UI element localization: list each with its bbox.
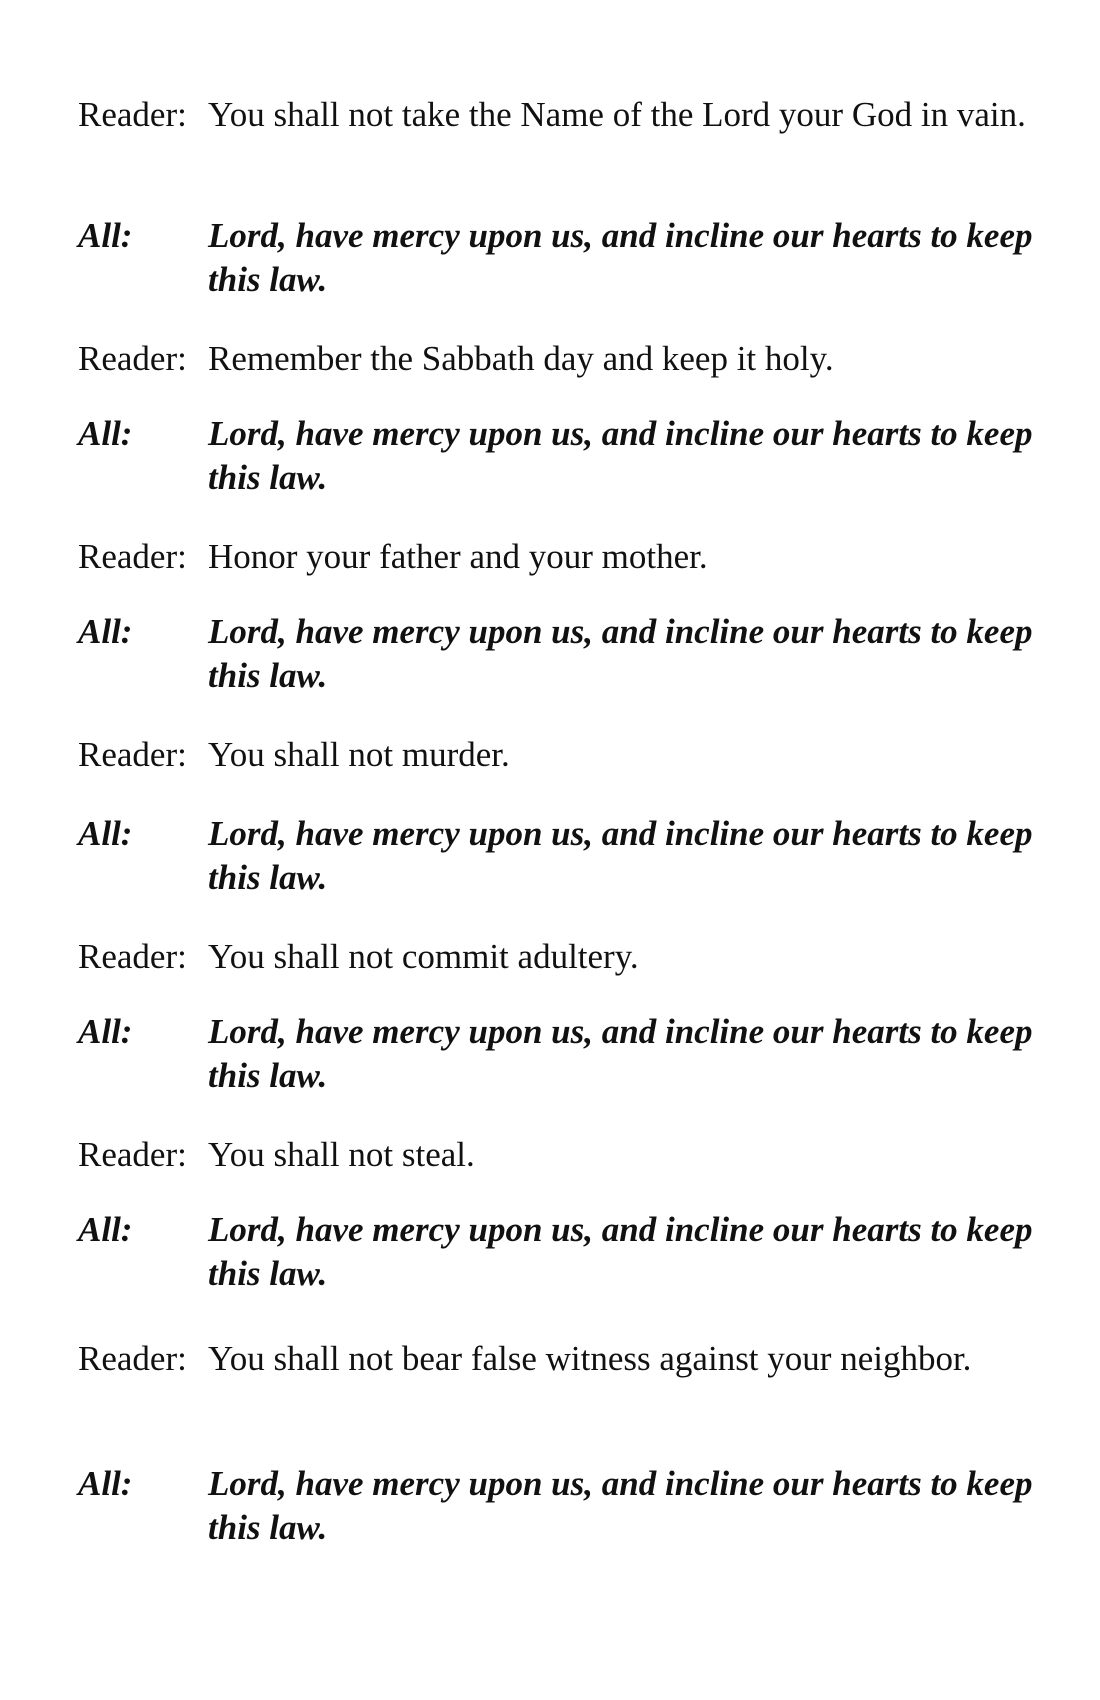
reader-line [78,534,1038,579]
all-response-text: Lord, have mercy upon us, and incline our hearts to keep this law. [208,414,1033,497]
all-response-text: Lord, have mercy upon us, and incline our hearts to keep this law. [208,612,1033,695]
all-speaker-label: All: [78,612,133,651]
reader-speaker-label: Reader: [78,735,187,774]
all-response [78,1010,1038,1098]
reader-line [78,1132,1038,1177]
reader-line [78,336,1038,381]
reader-line [78,732,1038,777]
all-response-text: Lord, have mercy upon us, and incline our hearts to keep this law. [208,1012,1033,1095]
reader-speaker-label: Reader: [78,937,187,976]
reader-line [78,934,1038,979]
reader-speaker-label: Reader: [78,95,187,134]
reader-speaker-label: Reader: [78,537,187,576]
all-response [78,610,1038,698]
all-speaker-label: All: [78,1464,133,1503]
reader-speaker-label: Reader: [78,1339,187,1378]
reader-speaker-label: Reader: [78,339,187,378]
reader-text: Remember the Sabbath day and keep it holy. [208,339,834,378]
all-response [78,812,1038,900]
reader-text: You shall not bear false witness against your neighbor. [208,1339,972,1378]
reader-text: Honor your father and your mother. [208,537,708,576]
all-speaker-label: All: [78,414,133,453]
all-response [78,1462,1038,1550]
reader-text: You shall not take the Name of the Lord your God in vain. [208,95,1026,134]
all-response [78,1208,1038,1296]
all-speaker-label: All: [78,1012,133,1051]
reader-text: You shall not steal. [208,1135,475,1174]
all-response-text: Lord, have mercy upon us, and incline our hearts to keep this law. [208,814,1033,897]
reader-text: You shall not commit adultery. [208,937,639,976]
all-response-text: Lord, have mercy upon us, and incline our hearts to keep this law. [208,1210,1033,1293]
reader-line [78,1336,1038,1381]
all-response [78,412,1038,500]
all-speaker-label: All: [78,1210,133,1249]
all-speaker-label: All: [78,216,133,255]
reader-text: You shall not murder. [208,735,510,774]
all-response [78,214,1038,302]
all-speaker-label: All: [78,814,133,853]
reader-speaker-label: Reader: [78,1135,187,1174]
all-response-text: Lord, have mercy upon us, and incline our hearts to keep this law. [208,1464,1033,1547]
all-response-text: Lord, have mercy upon us, and incline our hearts to keep this law. [208,216,1033,299]
reader-line [78,92,1038,137]
